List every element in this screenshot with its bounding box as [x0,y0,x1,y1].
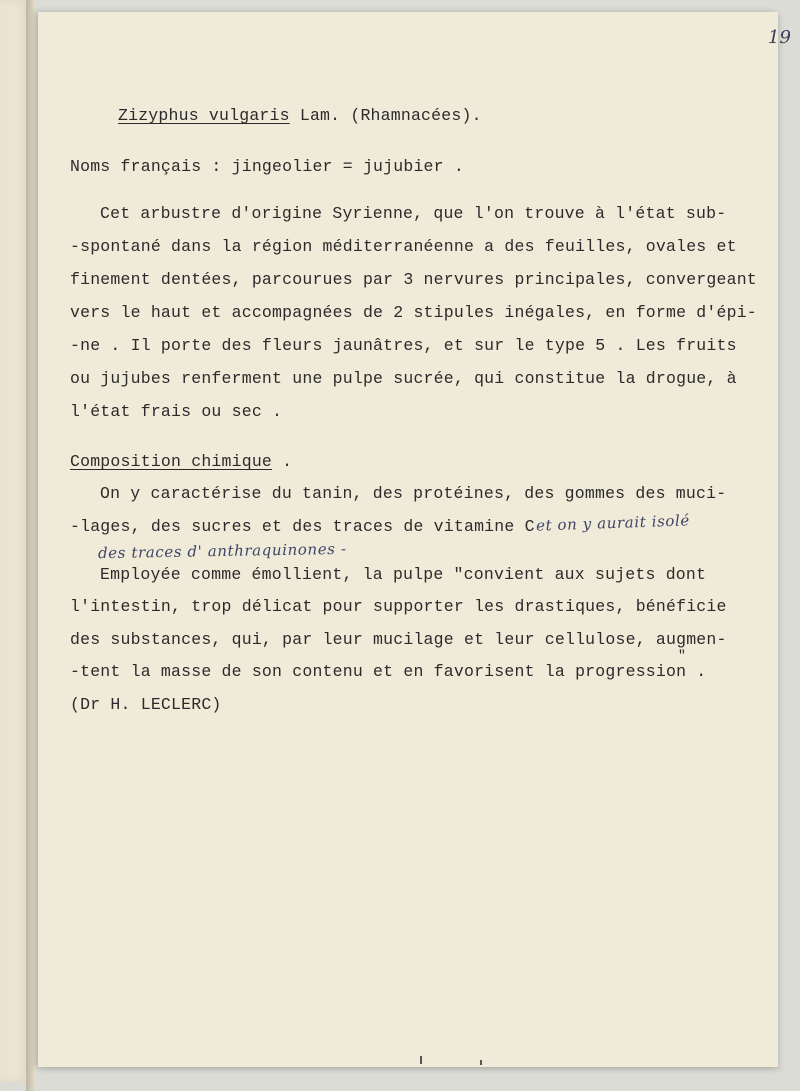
usage-line-2: l'intestin, trop délicat pour supporter les drastiques, bénéficie [70,597,727,616]
handwritten-note-1: et on y aurait isolé [535,511,691,535]
bottom-mark-right [480,1060,482,1065]
document-page [38,12,791,1067]
source-attribution: (Dr H. LECLERC) [70,695,222,714]
closing-quote: " [678,648,687,663]
page-edge [26,0,36,1091]
title-rest: Lam. (Rhamnacées). [289,106,482,125]
description-line-1: Cet arbustre d'origine Syrienne, que l'on trouve à l'état sub- [100,204,727,223]
composition-heading-suffix: . [272,452,293,471]
french-names: Noms français : jingeolier = jujubier . [70,157,464,176]
usage-line-1: Employée comme émollient, la pulpe "convient aux sujets dont [100,565,707,584]
description-line-7: l'état frais ou sec . [70,402,283,421]
description-line-5: -ne . Il porte des fleurs jaunâtres, et sur le type 5 . Les fruits [70,336,737,355]
page-number: 19 [768,27,791,48]
title [118,106,482,125]
bottom-mark-left [420,1056,422,1064]
title-species: Zizyphus vulgaris [118,106,290,125]
description-line-3: finement dentées, parcourues par 3 nervures principales, convergeant [70,270,757,289]
composition-heading [70,452,292,471]
usage-line-4: -tent la masse de son contenu et en favorisent la progression . [70,662,707,681]
description-line-2: -spontané dans la région méditerranéenne a des feuilles, ovales et [70,237,737,256]
composition-line-1: On y caractérise du tanin, des protéines, des gommes des muci- [100,484,727,503]
composition-heading-text: Composition chimique [70,452,273,471]
composition-line-2: -lages, des sucres et des traces de vitamine C [70,517,535,536]
handwritten-note-2: des traces d' anthraquinones - [97,539,347,563]
description-line-4: vers le haut et accompagnées de 2 stipules inégales, en forme d'épi- [70,303,757,322]
description-line-6: ou jujubes renferment une pulpe sucrée, qui constitue la drogue, à [70,369,737,388]
usage-line-3: des substances, qui, par leur mucilage et leur cellulose, augmen- [70,630,727,649]
